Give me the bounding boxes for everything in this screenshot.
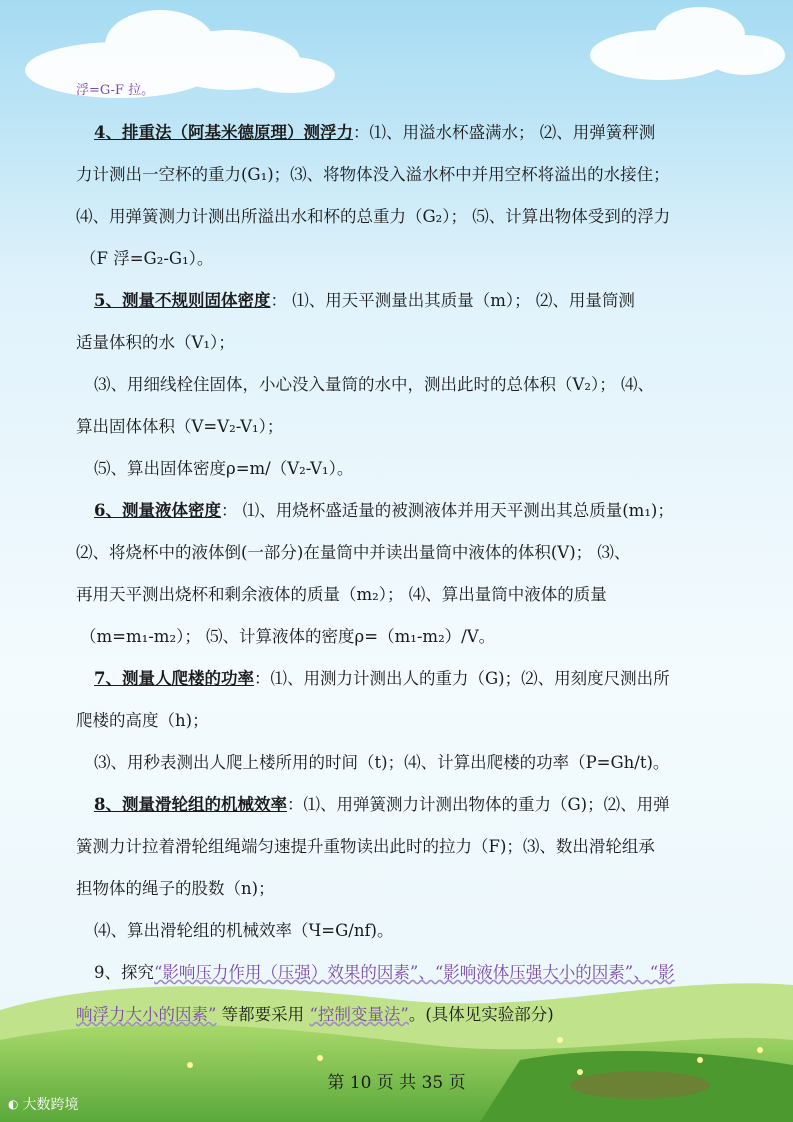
watermark	[8, 1094, 78, 1114]
section-4	[94, 120, 655, 146]
text-line: 适量体积的水（V₁）；	[76, 333, 235, 352]
text-line: 浮=G-F 拉。	[76, 83, 155, 98]
section-heading: 6、测量液体密度	[94, 501, 221, 520]
watermark-text: 大数跨境	[22, 1097, 79, 1113]
text-line: ：⑴、用测力计测出人的重力（G)；⑵、用刻度尺测出所	[253, 669, 670, 688]
text-line: ： ⑴、用烧杯盛适量的被测液体并用天平测出其总质量(m₁)；	[220, 501, 674, 520]
text-line: 9、探究	[94, 963, 154, 982]
link-text[interactable]: “影响压力作用（压强）效果的因素”、“影响液体压强大小的因素”、“影	[154, 963, 675, 982]
text-line: （m=m₁-m₂）； ⑸、计算液体的密度ρ=（m₁-m₂）/V。	[80, 627, 496, 646]
text-line: 簧测力计拉着滑轮组绳端匀速提升重物读出此时的拉力（F)；⑶、数出滑轮组承	[76, 837, 655, 856]
section-8	[94, 792, 670, 818]
text-line: ：⑴、用溢水杯盛满水； ⑵、用弹簧秤测	[352, 123, 656, 142]
text-line: 算出固体体积（V=V₂-V₁）；	[76, 417, 284, 436]
text-line	[76, 1002, 554, 1028]
text-line: 爬楼的高度（h)；	[76, 711, 209, 730]
text-line: 。(具体见实验部分)	[408, 1005, 554, 1024]
text-line: （F 浮=G₂-G₁）。	[80, 249, 214, 268]
section-7	[94, 666, 670, 692]
text-line: 担物体的绳子的股数（n)；	[76, 879, 275, 898]
section-5	[94, 288, 635, 314]
logo-icon: ◐	[8, 1097, 19, 1111]
section-6	[94, 498, 674, 524]
link-text[interactable]: 响浮力大小的因素”	[76, 1005, 217, 1024]
section-heading: 5、测量不规则固体密度	[94, 291, 271, 310]
section-heading: 8、测量滑轮组的机械效率	[94, 795, 287, 814]
text-line: 力计测出一空杯的重力(G₁)；⑶、将物体没入溢水杯中并用空杯将溢出的水接住；	[76, 165, 670, 184]
section-heading: 4、排重法（阿基米德原理）测浮力	[94, 123, 353, 142]
text-line: ⑸、算出固体密度ρ=m/（V₂-V₁）。	[94, 459, 354, 478]
text-line: 等都要采用	[216, 1005, 310, 1024]
text-line: ⑶、用细线栓住固体，小心没入量筒的水中，测出此时的总体积（V₂）； ⑷、	[94, 375, 655, 394]
text-line: 再用天平测出烧杯和剩余液体的质量（m₂）； ⑷、算出量筒中液体的质量	[76, 585, 607, 604]
text-line: ⑶、用秒表测出人爬上楼所用的时间（t)；⑷、计算出爬楼的功率（P=Gh/t)。	[94, 753, 670, 772]
text-line: ： ⑴、用天平测量出其质量（m）； ⑵、用量筒测	[270, 291, 635, 310]
page-footer: 第 10 页 共 35 页	[327, 1073, 466, 1093]
text-line: ：⑴、用弹簧测力计测出物体的重力（G)；⑵、用弹	[286, 795, 670, 814]
section-heading: 7、测量人爬楼的功率	[94, 669, 254, 688]
text-line: ⑷、算出滑轮组的机械效率（Ч=G/nf)。	[94, 921, 394, 940]
link-text[interactable]: “控制变量法”	[309, 1005, 409, 1024]
text-line: ⑵、将烧杯中的液体倒(一部分)在量筒中并读出量筒中液体的体积(V)； ⑶、	[76, 543, 631, 562]
section-9	[94, 960, 675, 986]
text-line: ⑷、用弹簧测力计测出所溢出水和杯的总重力（G₂）； ⑸、计算出物体受到的浮力	[76, 207, 671, 226]
